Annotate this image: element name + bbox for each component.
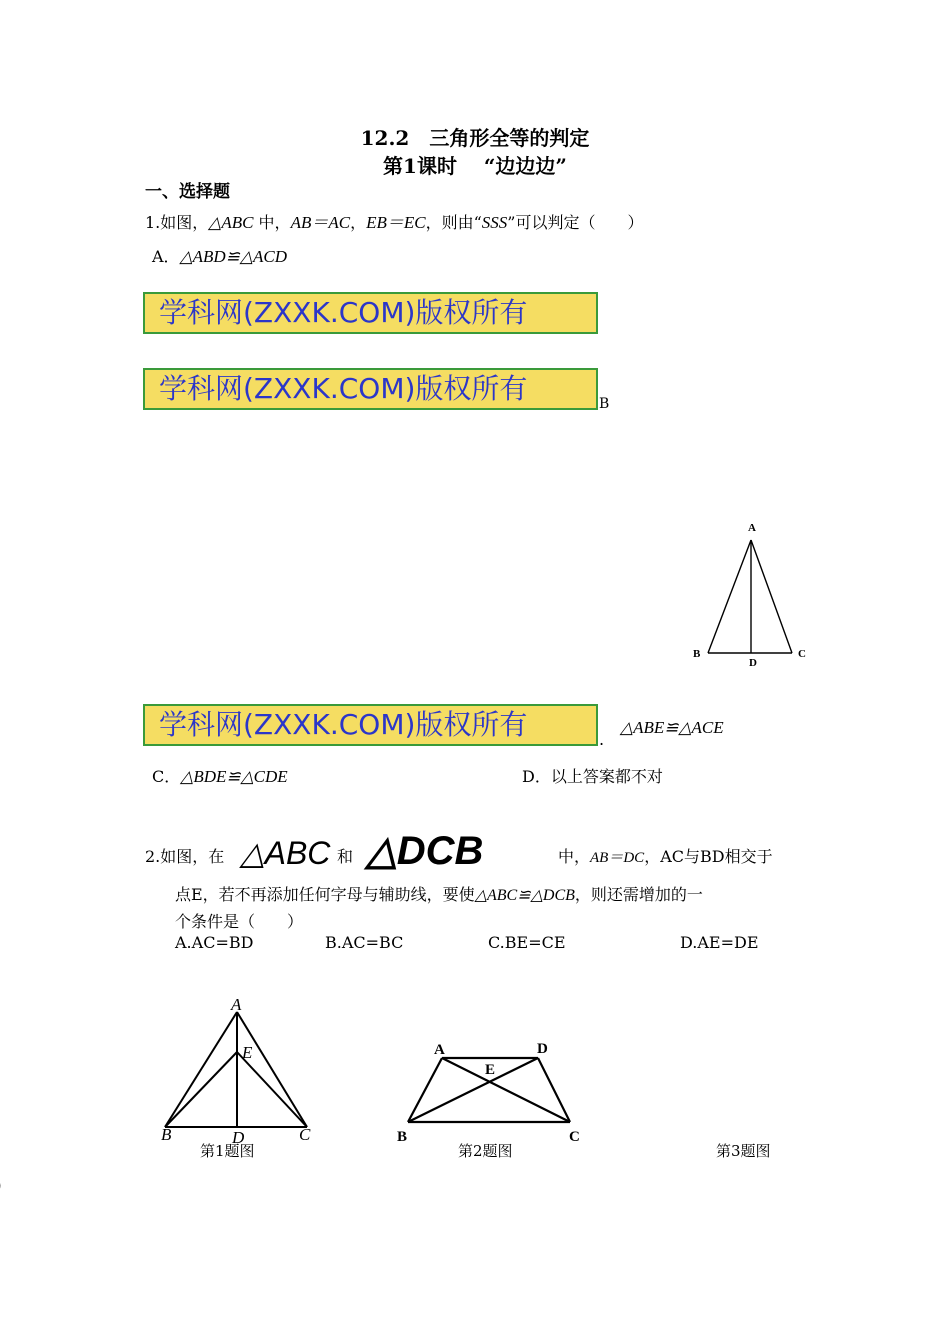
question-1-stem xyxy=(145,208,643,233)
fig2-caption: 第2题图 xyxy=(458,1142,513,1160)
page-subtitle: 第1课时 “边边边” xyxy=(383,154,567,178)
fig1-label-a: A xyxy=(231,995,242,1014)
q2-and: 和 xyxy=(337,847,354,866)
fig2-label-c: C xyxy=(569,1129,580,1145)
fig1-caption: 第1题图 xyxy=(200,1142,255,1160)
fig1-segment-ce xyxy=(237,1052,307,1127)
fig1-label-b: B xyxy=(161,1125,172,1144)
q1-option-c xyxy=(152,764,288,787)
segment-ac xyxy=(751,540,792,653)
fig1-segment-ac xyxy=(237,1012,307,1127)
q2-line-3: 个条件是（ ） xyxy=(175,912,304,931)
q2-option-c: C.BE=CE xyxy=(488,933,566,952)
q1-sss: SSS xyxy=(481,213,508,232)
fig1-segment-ab xyxy=(165,1012,237,1127)
watermark-banner-3: 学科网(ZXXK.COM)版权所有 xyxy=(143,704,598,746)
fig1-label-e: E xyxy=(242,1043,253,1062)
label-a: A xyxy=(748,522,756,534)
q2-option-b: B.AC=BC xyxy=(325,933,404,952)
q1-suffix: ，则由“ xyxy=(425,213,482,232)
q2-triangle-dcb: △DCB xyxy=(366,829,484,873)
fig2-label-e: E xyxy=(485,1062,496,1078)
q1-option-a-text: △ABD≌△ACD xyxy=(179,247,287,266)
fig2-label-b: B xyxy=(397,1129,408,1145)
q1-option-b-text: △ABE≌△ACE xyxy=(620,718,724,737)
label-c: C xyxy=(798,648,806,660)
q2-mid xyxy=(558,844,773,867)
q1-mid: 中， xyxy=(253,213,291,232)
q1-triangle: △ABC xyxy=(208,213,254,232)
q1-option-c-text: △BDE≌△CDE xyxy=(180,767,288,786)
q1-option-d: D．以上答案都不对 xyxy=(522,767,663,786)
margin-mark xyxy=(0,1178,1,1194)
segment-ab xyxy=(708,540,751,653)
q1-option-a-label: A． xyxy=(152,247,180,266)
fig2-segment-bd xyxy=(408,1058,538,1122)
watermark-banner-1: 学科网(ZXXK.COM)版权所有 xyxy=(143,292,598,334)
q1-condition-2: EB＝EC xyxy=(366,213,426,232)
q2-line2-triangles: △ABC≌△DCB xyxy=(474,887,575,904)
label-d: D xyxy=(749,657,757,669)
figure-1 xyxy=(155,992,320,1144)
q2-line2-b: ，则还需增加的一 xyxy=(574,885,703,904)
q1-option-c-label: C． xyxy=(152,767,181,786)
q1-condition-1: AB＝AC xyxy=(290,213,351,232)
q2-line-2 xyxy=(175,882,703,905)
fig1-segment-be xyxy=(165,1052,237,1127)
q1-option-a xyxy=(152,244,287,267)
fig1-label-d: D xyxy=(232,1128,245,1144)
q1-option-b-dot: . xyxy=(599,730,605,749)
q2-triangle-abc: △ABC xyxy=(240,835,331,871)
q1-option-b-fragment: B xyxy=(599,396,610,412)
q2-option-a: A.AC=BD xyxy=(175,933,254,952)
label-b: B xyxy=(693,648,701,660)
q2-line2-a: 点E，若不再添加任何字母与辅助线，要使 xyxy=(175,885,475,904)
figure-2 xyxy=(392,1038,592,1148)
q2-mid-text: 中， xyxy=(558,847,591,866)
section-heading: 一、选择题 xyxy=(145,182,230,202)
q1-prefix: 1.如图， xyxy=(145,213,209,232)
q2-rest: ，AC与BD相交于 xyxy=(644,847,773,866)
watermark-banner-2: 学科网(ZXXK.COM)版权所有 xyxy=(143,368,598,410)
fig2-segment-dc xyxy=(538,1058,570,1122)
fig2-label-a: A xyxy=(434,1042,445,1058)
figure-q1-triangle xyxy=(688,516,808,674)
q1-end: ”可以判定（ ） xyxy=(507,213,644,232)
fig2-segment-ac xyxy=(442,1058,570,1122)
fig3-caption: 第3题图 xyxy=(716,1142,771,1160)
fig1-label-c: C xyxy=(299,1125,311,1144)
q2-prefix: 2.如图，在 xyxy=(145,847,225,866)
q2-option-d: D.AE=DE xyxy=(680,933,759,952)
q2-condition: AB＝DC xyxy=(590,850,645,866)
page-title: 12.2 三角形全等的判定 xyxy=(360,126,590,150)
fig2-segment-ab xyxy=(408,1058,442,1122)
fig2-label-d: D xyxy=(537,1041,548,1057)
q1-separator: ， xyxy=(350,213,367,232)
